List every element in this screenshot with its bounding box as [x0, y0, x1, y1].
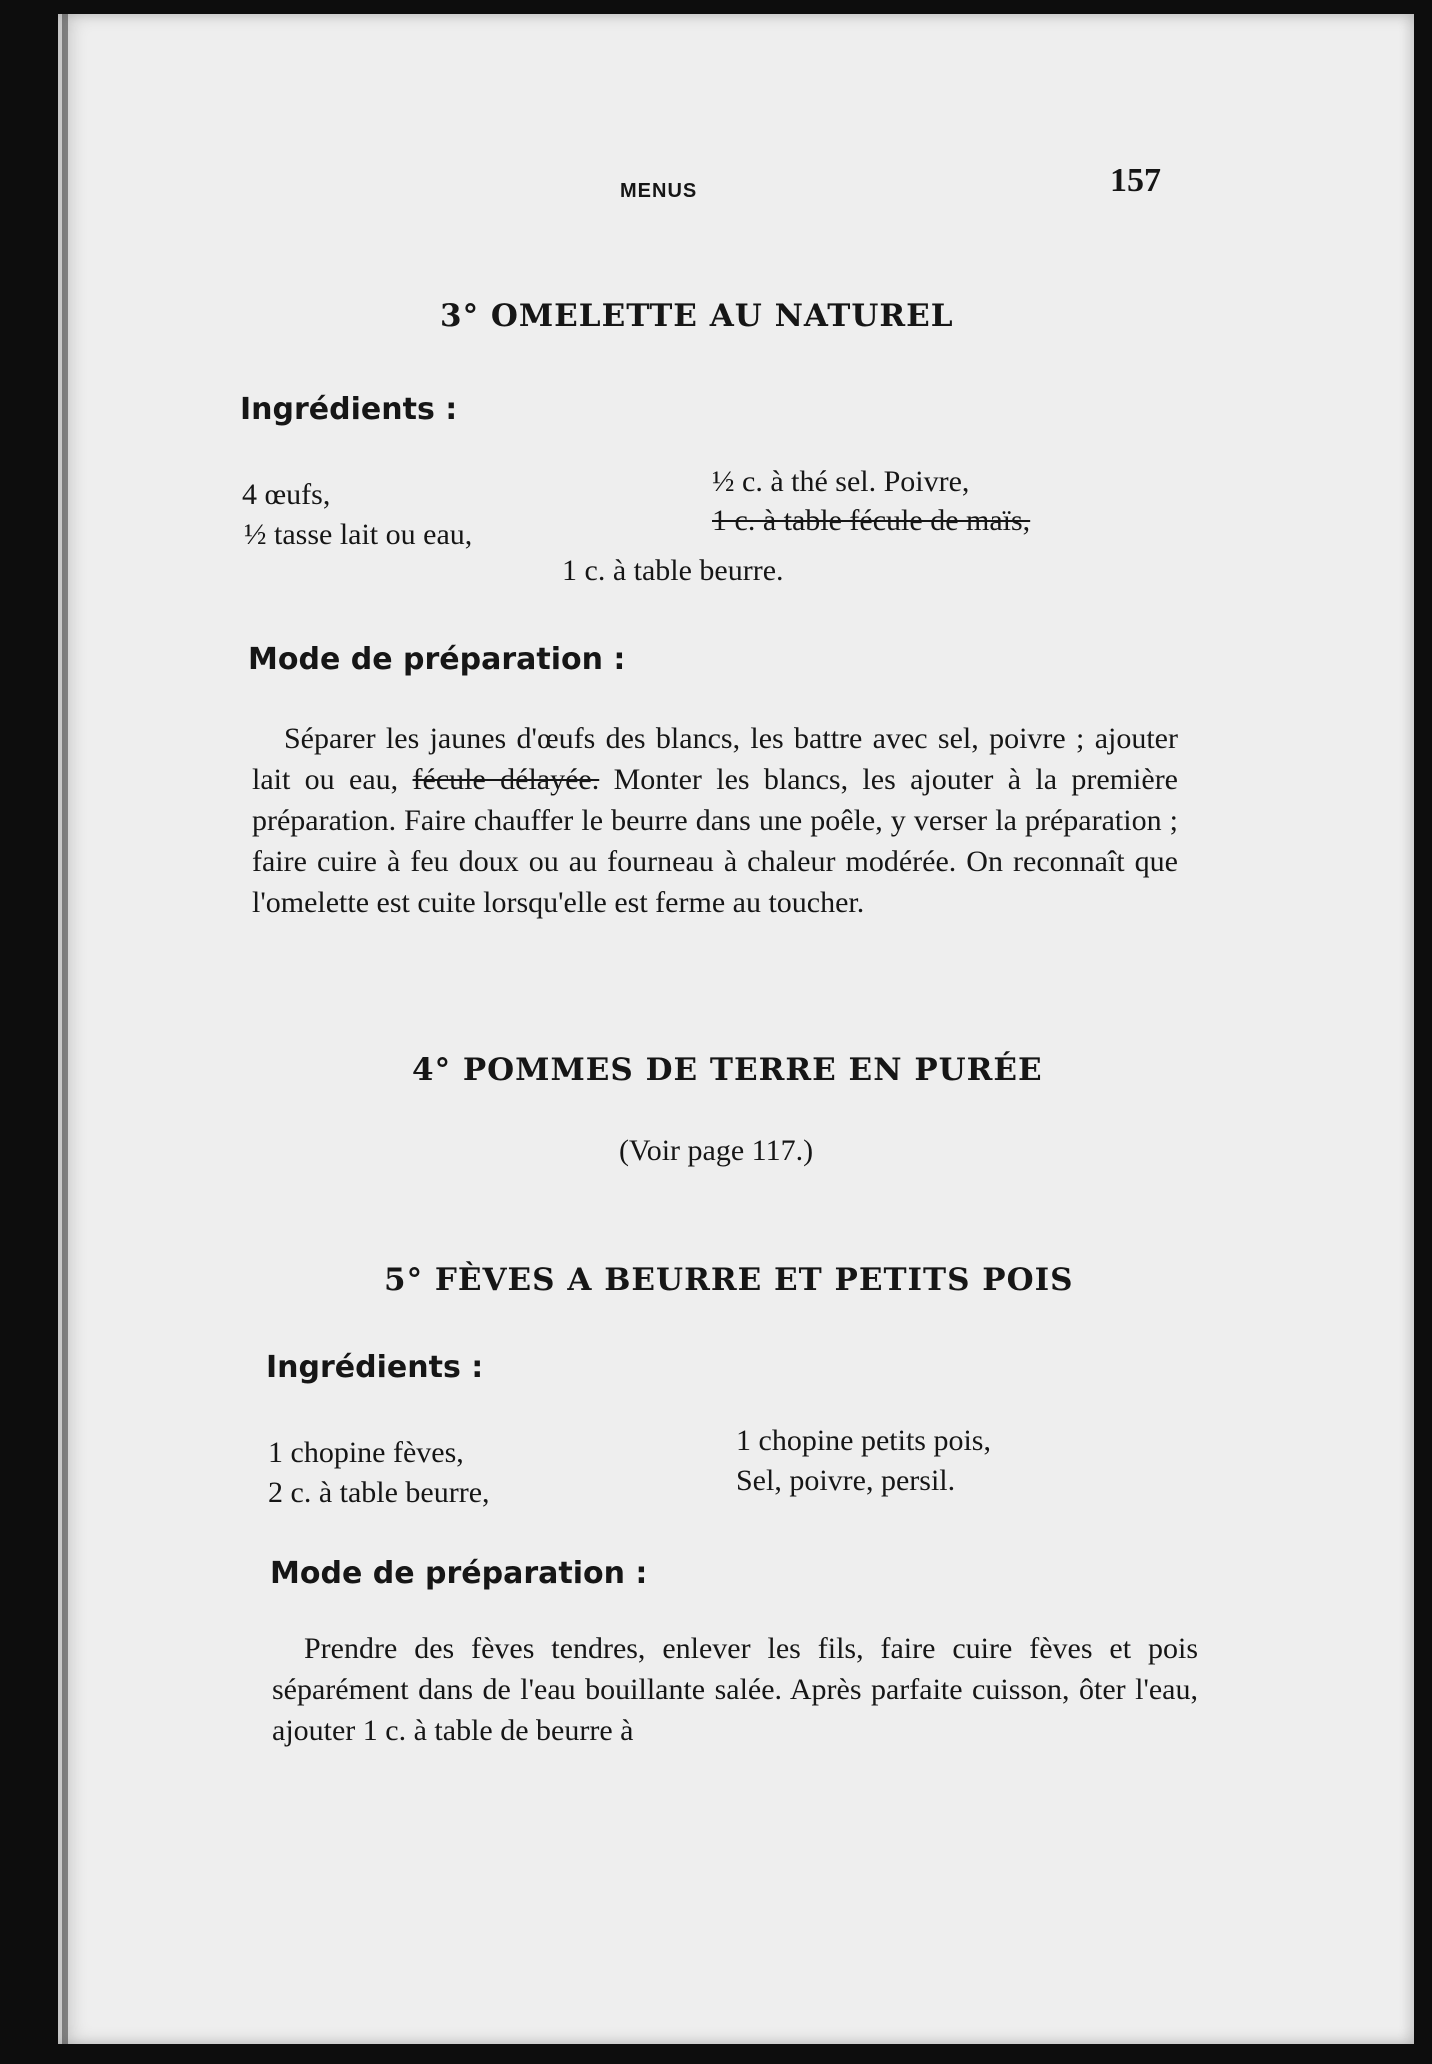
section-title-feves: 5° FÈVES A BEURRE ET PETITS POIS	[384, 1262, 1074, 1298]
ingredient-item: 2 c. à table beurre,	[268, 1476, 490, 1509]
ingredients-heading: Ingrédients :	[266, 1350, 484, 1385]
ingredient-item: 1 c. à table beurre.	[562, 554, 784, 587]
running-head: MENUS	[620, 180, 698, 202]
ingredient-item: 4 œufs,	[242, 478, 331, 511]
ingredient-item-struck: 1 c. à table fécule de maïs,	[712, 504, 1031, 537]
page-reference: (Voir page 117.)	[618, 1134, 814, 1167]
ingredient-item: 1 chopine petits pois,	[736, 1424, 991, 1457]
method-paragraph: Prendre des fèves tendres, enlever les fils, faire cuire fèves et pois séparément dans de l'eau bouillante salée. Après parfaite cuisson, ôter l'eau, ajouter 1 c. à table de beurre à	[272, 1632, 1198, 1747]
ingredient-item: Sel, poivre, persil.	[736, 1464, 956, 1497]
method-heading: Mode de préparation :	[248, 642, 626, 677]
section-title-omelette: 3° OMELETTE AU NATUREL	[440, 298, 954, 334]
ingredient-item: 1 chopine fèves,	[268, 1436, 464, 1469]
page-binding-edge	[62, 14, 68, 2044]
ingredients-heading: Ingrédients :	[240, 392, 458, 427]
method-text-struck: fécule délayée.	[412, 763, 600, 796]
ingredient-item: ½ c. à thé sel. Poivre,	[712, 465, 970, 498]
section-title-puree: 4° POMMES DE TERRE EN PURÉE	[412, 1052, 1043, 1088]
method-text: Séparer les jaunes d'œufs des blancs, les battre avec sel, poivre ; ajouter lait ou eau,	[252, 722, 1178, 796]
page-number: 157	[1110, 162, 1161, 199]
method-heading: Mode de préparation :	[270, 1556, 648, 1591]
method-paragraph	[252, 718, 1178, 923]
ingredient-item: ½ tasse lait ou eau,	[244, 518, 473, 551]
method-text: Monter les blancs, les ajouter à la première préparation. Faire chauffer le beurre dans une poêle, y verser la préparation ; faire cuire à feu doux ou au fourneau à chaleur modérée. On reconnaît que l'omelette est cuite lorsqu'elle est ferme au toucher.	[252, 763, 1178, 919]
